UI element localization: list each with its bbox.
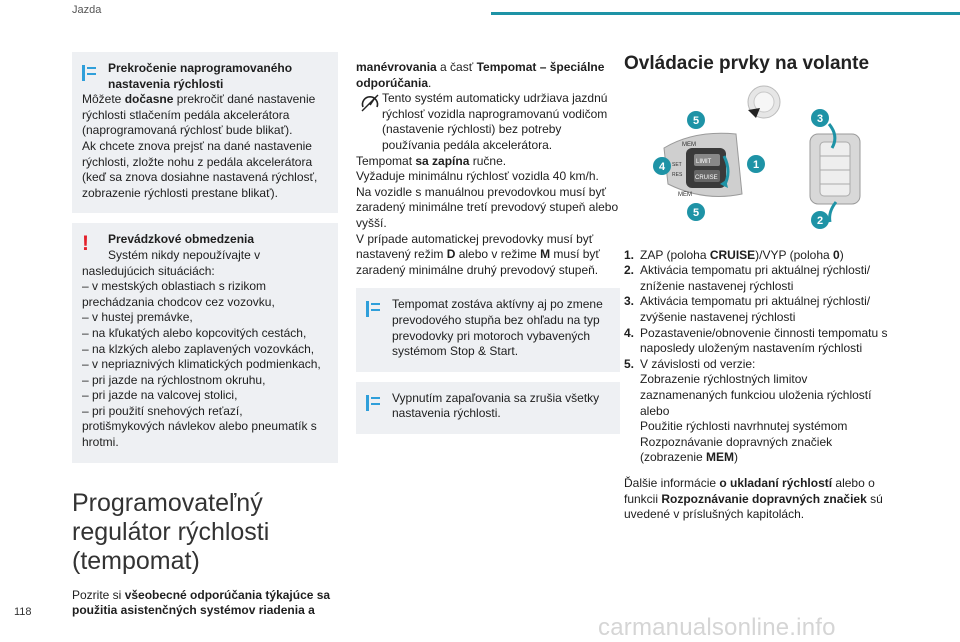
callout-marker (811, 211, 829, 229)
system-paragraph: Tento systém automaticky udržiava jazdnú rýchlosť vozidla naprogramovanú vodičom (nastavenie rýchlosti) bez potreby používania pedála akcelerátora. (382, 91, 608, 152)
callout-marker (687, 111, 705, 129)
callout-number: 1 (752, 158, 760, 171)
list-item: – pri použití snehových reťazí, protišmykových návlekov alebo pneumatík s hrotmi. (82, 403, 317, 450)
callout-marker (687, 203, 705, 221)
stalk-label: SET (672, 161, 682, 168)
box-title: Prekročenie naprogramovaného nastavenia rýchlosti (108, 61, 293, 91)
callout-marker (811, 109, 829, 127)
info-box-stop-start (356, 288, 620, 371)
manual-gearbox-paragraph: Na vozidle s manuálnou prevodovkou musí byť zaradený minimálne tretí prevodový stupeň alebo vyšší. (356, 184, 619, 230)
box-paragraph: Môžete dočasne prekročiť dané nastavenie rýchlosti stlačením pedála akcelerátora (naprogramovaná rýchlosť bude blikať). (82, 92, 316, 138)
stalk-label: MEM (682, 141, 696, 148)
list-item: 3. Aktivácia tempomatu pri aktuálnej rýchlosti/ zvýšenie nastavenej rýchlosti (624, 294, 871, 324)
list-item: – v mestských oblastiach s rizikom prechádzania chodcov cez vozovku, (82, 279, 275, 309)
info-flag-icon (366, 394, 392, 412)
column-right (624, 53, 892, 523)
page-number: 118 (14, 606, 32, 618)
section-title: Jazda (72, 4, 102, 16)
list-item: – v nepriaznivých klimatických podmienkach, (82, 357, 321, 372)
section-heading: Programovateľný regulátor rýchlosti (tempomat) (72, 488, 270, 575)
column-middle (356, 60, 620, 444)
header-accent-bar (491, 12, 960, 15)
cruise-speedometer-icon (360, 93, 380, 113)
callout-number: 5 (692, 206, 700, 219)
list-item: – na klzkých alebo zaplavených vozovkách, (82, 341, 315, 356)
list-item: 2. Aktivácia tempomatu pri aktuálnej rýchlosti/ zníženie nastavenej rýchlosti (624, 263, 871, 293)
info-flag-icon (366, 300, 392, 318)
cruise-stalk (664, 133, 742, 198)
box-paragraph: Vypnutím zapaľovania sa zrušia všetky nastavenia rýchlosti. (392, 390, 600, 421)
auto-gearbox-paragraph: V prípade automatickej prevodovky musí byť nastavený režim D alebo v režime M musí byť zaradený minimálne druhý prevodový stupeň. (356, 231, 600, 277)
min-speed-paragraph: Vyžaduje minimálnu rýchlosť vozidla 40 km/h. (356, 169, 599, 184)
warning-exclamation-icon: ! (82, 232, 89, 256)
callout-number: 4 (658, 160, 666, 173)
controls-heading: Ovládacie prvky na volante (624, 53, 870, 74)
on-paragraph: Tempomat sa zapína ručne. (356, 153, 507, 168)
stalk-label: CRUISE (695, 174, 718, 181)
info-flag-icon (82, 64, 108, 82)
warning-box-limits (72, 223, 338, 462)
more-info-paragraph: Ďalšie informácie o ukladaní rýchlostí alebo o funkcii Rozpoznávanie dopravných značiek sú uvedené v príslušných kapitolách. (624, 475, 883, 522)
callout-number: 3 (816, 112, 824, 125)
stalk-front-view (810, 124, 860, 222)
box-title: Prevádzkové obmedzenia (108, 232, 255, 247)
list-item: – na kľukatých alebo kopcovitých cestách, (82, 325, 307, 340)
stalk-label: RES (672, 171, 683, 178)
controls-list (624, 248, 892, 466)
intro-paragraph: Pozrite si všeobecné odporúčania týkajúce sa použitia asistenčných systémov riadenia a (72, 587, 331, 618)
list-item: 4. Pozastavenie/obnovenie činnosti tempomatu s naposledy uloženým nastavením rýchlosti (624, 325, 888, 356)
stalk-label: MEM (678, 191, 692, 198)
list-item: 1. ZAP (poloha CRUISE)/VYP (poloha 0) (624, 247, 844, 262)
callout-marker (653, 157, 671, 175)
box-paragraph: Ak chcete znova prejsť na dané nastavenie rýchlosti, zložte nohu z pedála akcelerátora (keď sa znova dosiahne nastavená rýchlosť, zobrazenie rýchlosti prestane blikať). (82, 138, 318, 200)
list-item: – v hustej premávke, (82, 310, 193, 325)
callout-number: 2 (816, 214, 824, 227)
list-item: – pri jazde na rýchlostnom okruhu, (82, 372, 266, 387)
info-box-ignition (356, 382, 620, 434)
steering-controls-diagram (624, 84, 884, 234)
info-box-overspeed (72, 52, 338, 213)
stalk-label: LIMIT (696, 158, 712, 165)
watermark: carmanualsonline.info (598, 614, 836, 641)
steering-wheel-icon (748, 86, 780, 118)
box-paragraph: Systém nikdy nepoužívajte v nasledujúcich situáciách: (82, 247, 261, 278)
column-left (72, 52, 338, 619)
callout-marker (747, 155, 765, 173)
callout-number: 5 (692, 114, 700, 127)
system-paragraph-wrap (356, 91, 620, 153)
continued-paragraph: manévrovania a časť Tempomat – špeciálne odporúčania. (356, 60, 605, 90)
list-item: 5. V závislosti od verzie: Zobrazenie rýchlostných limitov zaznamenaných funkciou uloženia rýchlostí alebo Použitie rýchlosti navrhnutej systémom Rozpoznávanie dopravných značiek (zobrazenie MEM) (624, 356, 872, 465)
box-paragraph: Tempomat zostáva aktívny aj po zmene prevodového stupňa bez ohľadu na typ prevodovky pri motoroch vybavených systémom Stop & Start. (392, 297, 603, 359)
list-item: – pri jazde na valcovej stolici, (82, 388, 238, 403)
